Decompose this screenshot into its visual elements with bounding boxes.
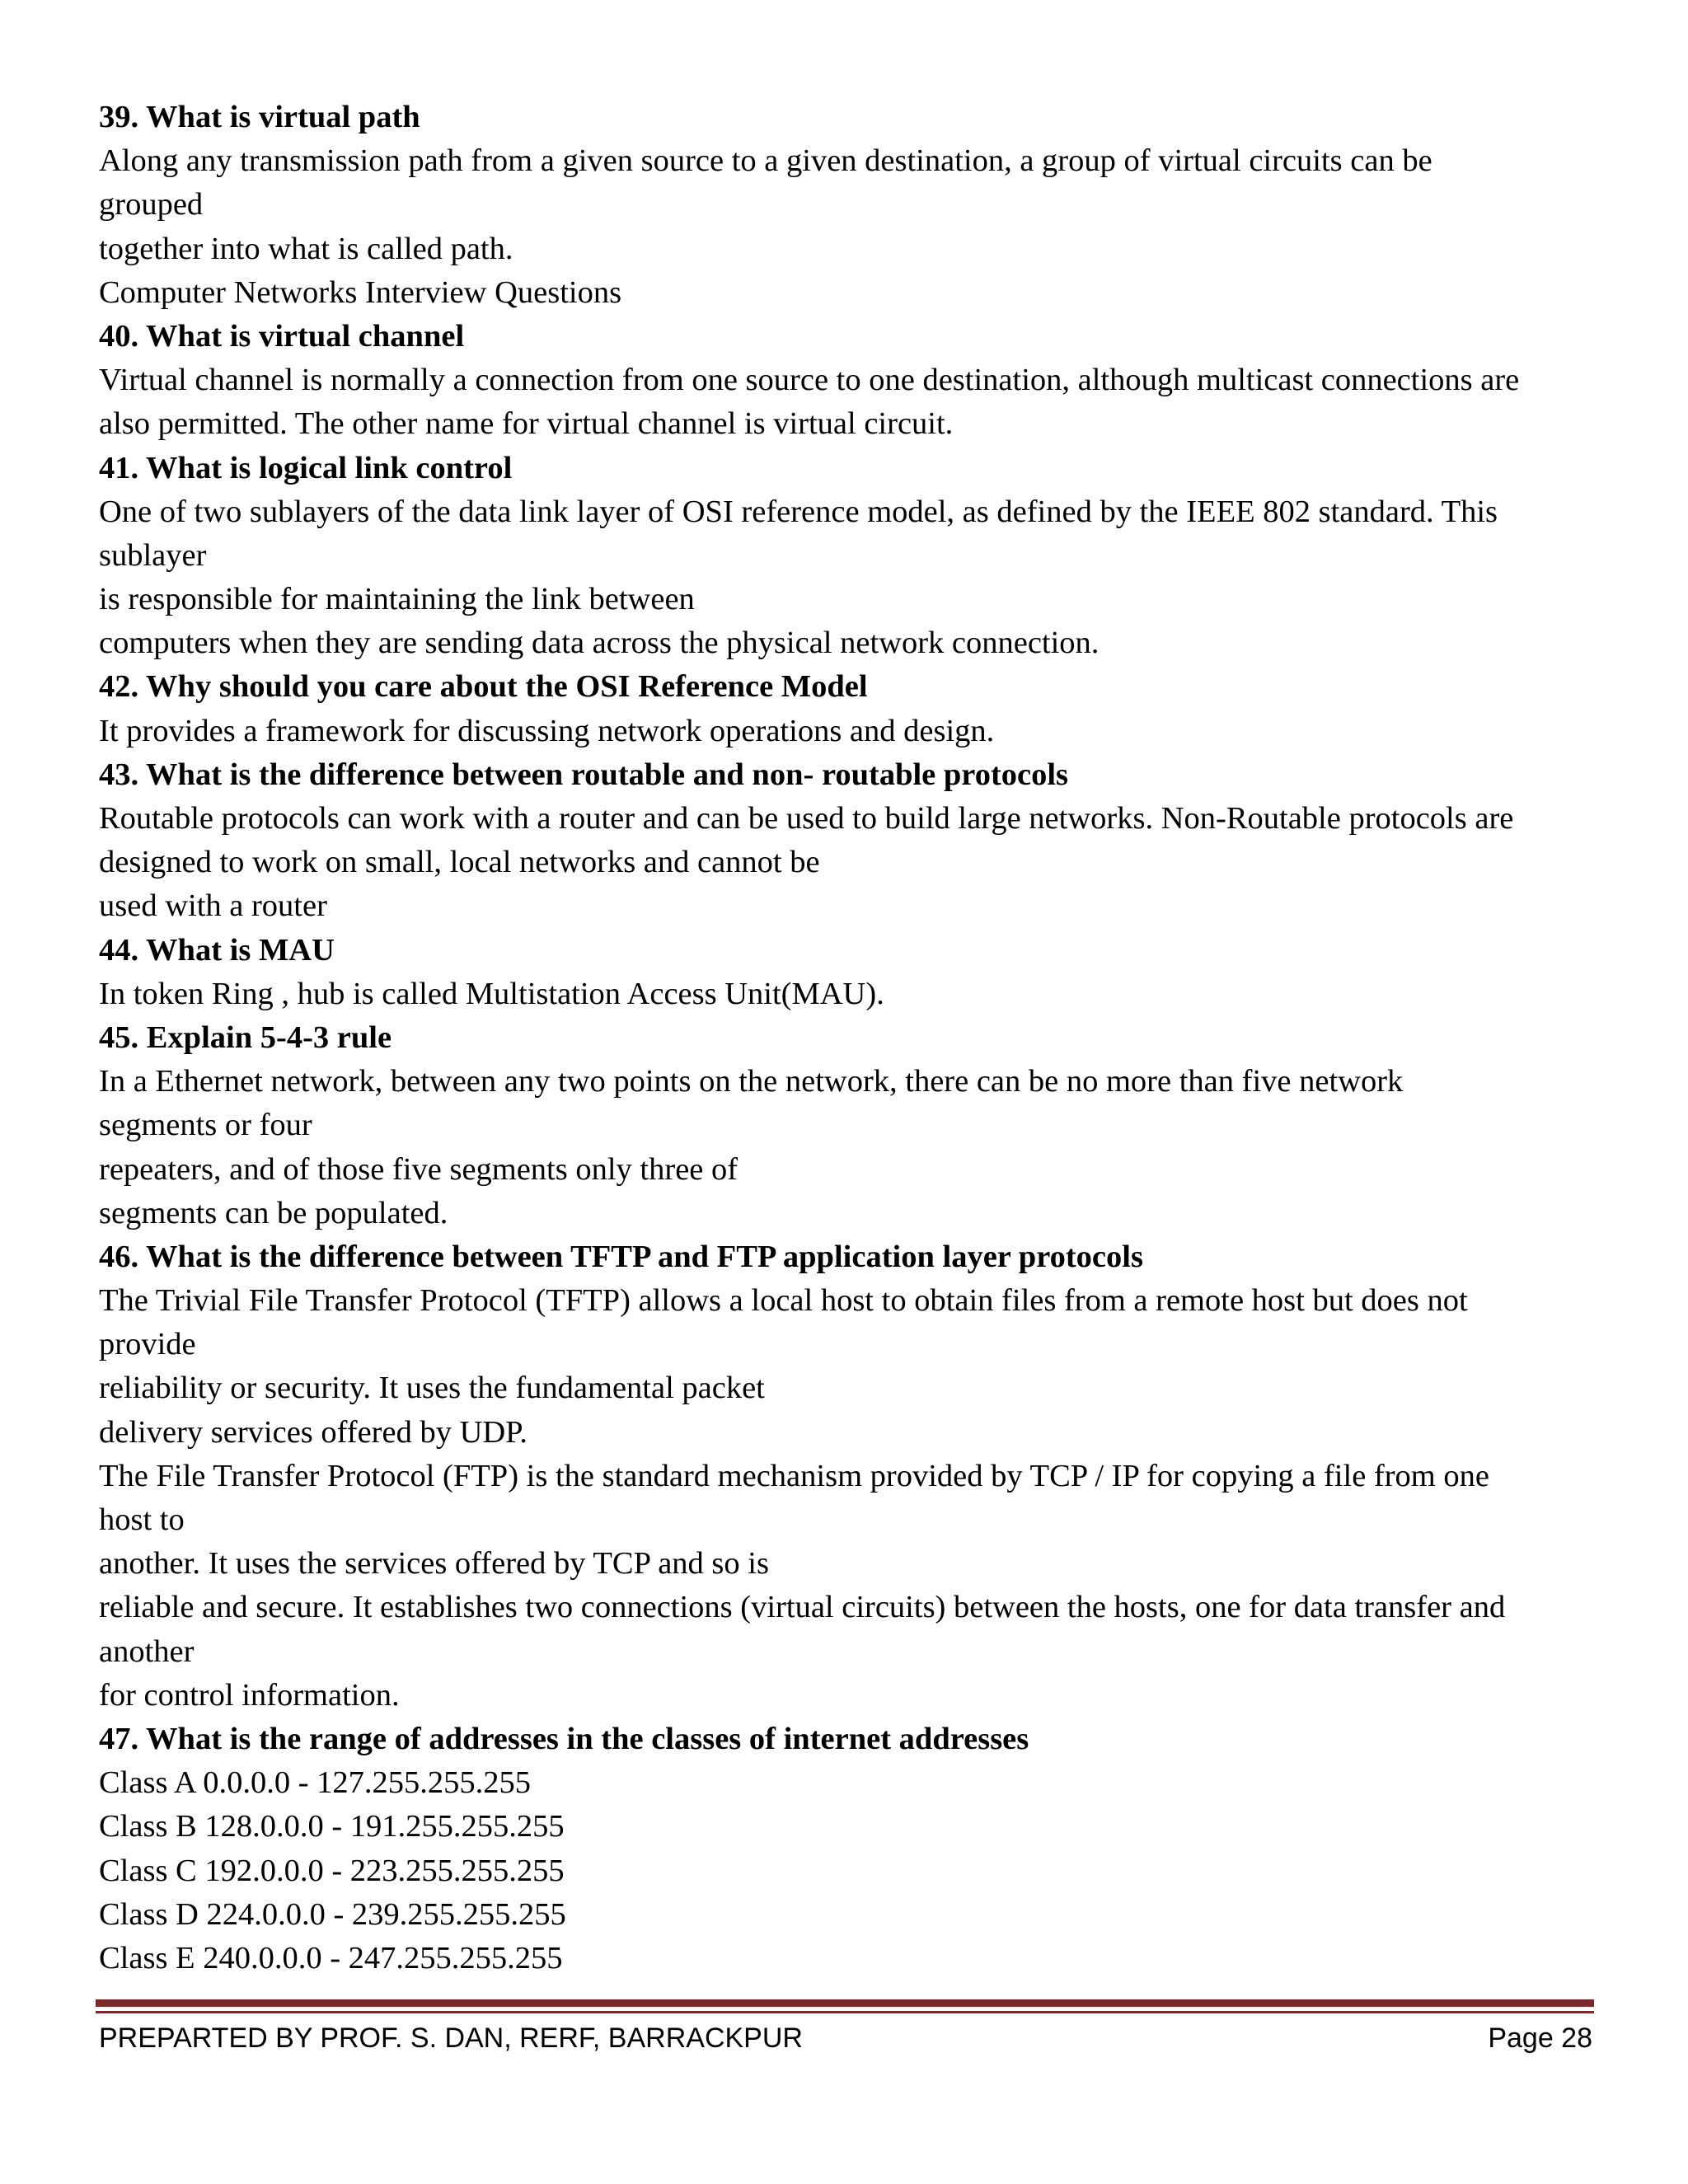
answer-line: One of two sublayers of the data link layer of OSI reference model, as defined by the IEEE 802 standard. This	[99, 494, 1498, 529]
answer-line: designed to work on small, local networks and cannot be	[99, 845, 820, 880]
answer-line: The File Transfer Protocol (FTP) is the standard mechanism provided by TCP / IP for copying a file from one	[99, 1458, 1489, 1493]
answer-line: segments can be populated.	[99, 1195, 448, 1230]
answer-line: Routable protocols can work with a router and can be used to build large networks. Non-Routable protocols are	[99, 801, 1514, 836]
answer-line: grouped	[99, 187, 204, 223]
answer-line: In a Ethernet network, between any two points on the network, there can be no more than five network	[99, 1064, 1404, 1099]
page-number: Page 28	[1488, 2022, 1592, 2054]
footer-rule-thin	[96, 2011, 1594, 2013]
answer-line: repeaters, and of those five segments only three of	[99, 1151, 738, 1187]
page-footer	[99, 2018, 1592, 2059]
answer-line: In token Ring , hub is called Multistation Access Unit(MAU).	[99, 976, 884, 1011]
answer-line: together into what is called path.	[99, 231, 513, 266]
question-heading: 44. What is MAU	[99, 932, 335, 968]
question-heading: 43. What is the difference between routable and non- routable protocols	[99, 757, 1069, 792]
answer-line: host to	[99, 1502, 185, 1537]
answer-line: for control information.	[99, 1677, 400, 1713]
question-heading: 46. What is the difference between TFTP and FTP application layer protocols	[99, 1239, 1143, 1274]
answer-line: computers when they are sending data across the physical network connection.	[99, 626, 1100, 661]
answer-line: also permitted. The other name for virtual channel is virtual circuit.	[99, 406, 954, 442]
answer-line: It provides a framework for discussing network operations and design.	[99, 713, 995, 748]
answer-line: Along any transmission path from a given source to a given destination, a group of virtual circuits can be	[99, 143, 1432, 179]
answer-line: another. It uses the services offered by TCP and so is	[99, 1546, 769, 1582]
answer-line: The Trivial File Transfer Protocol (TFTP) allows a local host to obtain files from a remote host but does not	[99, 1283, 1468, 1319]
answer-line: Virtual channel is normally a connection from one source to one destination, although multicast connections are	[99, 363, 1520, 398]
question-heading: 40. What is virtual channel	[99, 318, 465, 354]
answer-line: Computer Networks Interview Questions	[99, 274, 622, 310]
answer-line: segments or four	[99, 1108, 312, 1143]
answer-line: Class C 192.0.0.0 - 223.255.255.255	[99, 1853, 565, 1888]
answer-line: is responsible for maintaining the link between	[99, 582, 695, 617]
answer-line: another	[99, 1633, 195, 1669]
question-heading: 41. What is logical link control	[99, 450, 513, 485]
answer-line: Class D 224.0.0.0 - 239.255.255.255	[99, 1896, 566, 1932]
answer-line: Class B 128.0.0.0 - 191.255.255.255	[99, 1809, 565, 1844]
question-heading: 47. What is the range of addresses in the classes of internet addresses	[99, 1721, 1029, 1756]
footer-author: PREPARTED BY PROF. S. DAN, RERF, BARRACKPUR	[99, 2022, 803, 2054]
question-heading: 39. What is virtual path	[99, 100, 420, 134]
answer-line: sublayer	[99, 537, 207, 573]
footer-rule-thick	[96, 1999, 1594, 2007]
question-heading: 42. Why should you care about the OSI Reference Model	[99, 669, 868, 705]
answer-line: Class E 240.0.0.0 - 247.255.255.255	[99, 1940, 563, 1975]
answer-line: Class A 0.0.0.0 - 127.255.255.255	[99, 1765, 532, 1801]
answer-line: used with a router	[99, 888, 327, 924]
answer-line: reliable and secure. It establishes two connections (virtual circuits) between the hosts, one for data transfer and	[99, 1590, 1506, 1625]
answer-line: provide	[99, 1327, 196, 1362]
answer-line: delivery services offered by UDP.	[99, 1414, 528, 1450]
document-body	[99, 96, 1599, 1980]
answer-line: reliability or security. It uses the fundamental packet	[99, 1371, 765, 1406]
question-heading: 45. Explain 5-4-3 rule	[99, 1019, 392, 1055]
